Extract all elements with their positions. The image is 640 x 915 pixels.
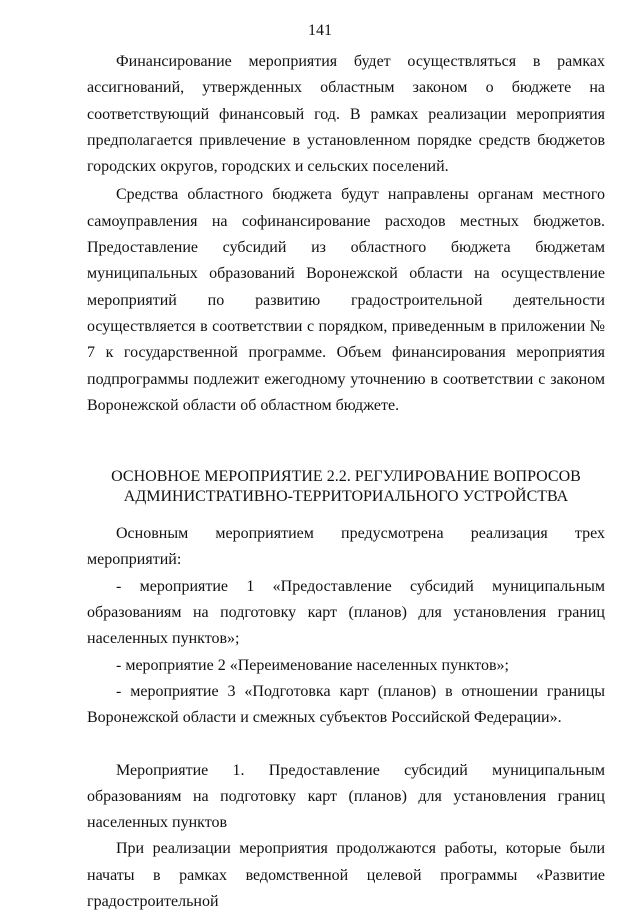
list-item-activity-3: - мероприятие 3 «Подготовка карт (планов) в отношении границы Воронежской области и смежных субъектов Российской Федерации». [87,682,605,727]
subsection-text: При реализации мероприятия продолжаются работы, которые были начаты в рамках ведомственной целевой программы «Развитие градостроительной [87,840,605,911]
section-intro: Основным мероприятием предусмотрена реализация трех мероприятий: [87,525,605,569]
section-heading-line-1: ОСНОВНОЕ МЕРОПРИЯТИЕ 2.2. РЕГУЛИРОВАНИЕ ВОПРОСОВ [111,468,581,486]
section-heading-line-2: АДМИНИСТРАТИВНО-ТЕРРИТОРИАЛЬНОГО УСТРОЙСТВА [123,488,569,506]
list-item-activity-2: - мероприятие 2 «Переименование населенных пунктов»; [116,656,509,674]
subsection-title: Мероприятие 1. Предоставление субсидий муниципальным образованиям на подготовку карт (планов) для установления границ населенных пунктов [87,761,605,832]
document-body [87,49,605,915]
list-item-activity-1: - мероприятие 1 «Предоставление субсидий муниципальным образованиям на подготовку карт (планов) для установления границ населенных пунктов»; [87,577,605,648]
paragraph-regional-budget: Средства областного бюджета будут направлены органам местного самоуправления на софинансирование расходов местных бюджетов. Предоставление субсидий из областного бюджета бюджетам муниципальных образований Воронежской области на осуществление мероприятий по развитию градостроительной деятельности осуществляется в соответствии с порядком, приведенным в приложении № 7 к государственной программе. Объем финансирования мероприятия подпрограммы подлежит ежегодному уточнению в соответствии с законом Воронежской области об областном бюджете. [87,186,605,414]
paragraph-financing: Финансирование мероприятия будет осуществляться в рамках ассигнований, утвержденных областным законом о бюджете на соответствующий финансовый год. В рамках реализации мероприятия предполагается привлечение в установленном порядке средств бюджетов городских округов, городских и сельских поселений. [87,53,605,176]
section-heading [87,467,605,507]
page-number: 141 [308,22,332,39]
